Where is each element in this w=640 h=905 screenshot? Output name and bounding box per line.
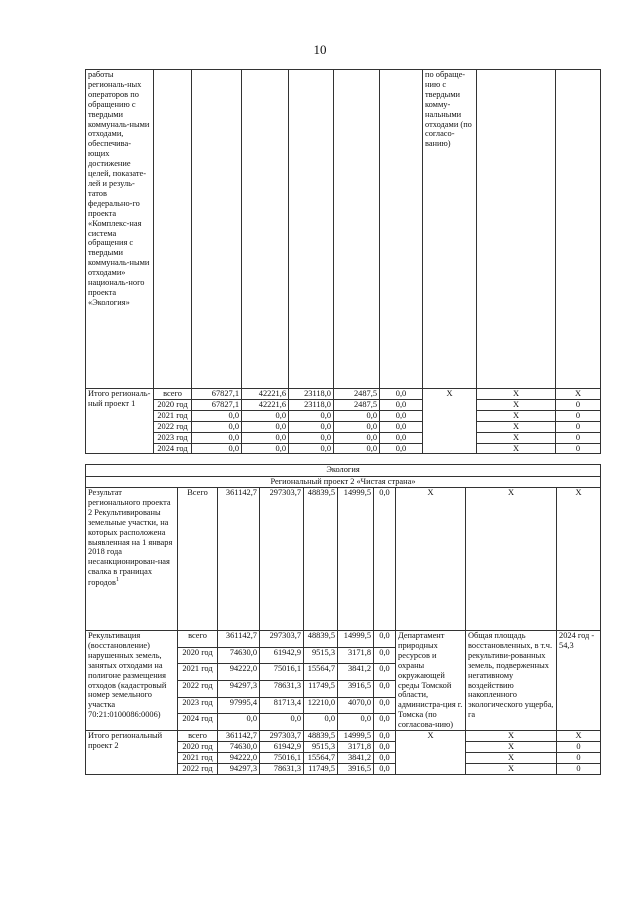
- table-row: Итого региональный проект 2 всего 361142,7 297303,7 48839,5 14999,5 0,0 X X X: [86, 731, 601, 742]
- table-top: [85, 69, 601, 454]
- year-cell: 2024 год: [154, 443, 192, 454]
- footnote-mark: 1: [115, 577, 119, 584]
- year-cell: 2021 год: [178, 752, 218, 763]
- recult-value: 2024 год - 54,3: [557, 631, 601, 731]
- total-rp2-label: Итого региональный проект 2: [86, 731, 178, 775]
- year-cell: 2021 год: [178, 664, 218, 681]
- year-cell: 2022 год: [154, 421, 192, 432]
- year-cell: 2022 год: [178, 681, 218, 698]
- table-row: 2023 год 97995,4 81713,4 12210,0 4070,0 0,0: [86, 697, 601, 714]
- page-number: 10: [313, 42, 327, 57]
- recult-indicator: Общая площадь восстановленных, в т.ч. рекультиви-рованных земель, подверженных негативному воздействию накопленного экологического ущерба, га: [466, 631, 557, 731]
- table-row: 2020 год 74630,0 61942,9 9515,3 3171,8 0,0 X 0: [86, 741, 601, 752]
- table-row: 2022 год 94297,3 78631,3 11749,5 3916,5 0,0 X 0: [86, 763, 601, 774]
- year-cell: 2022 год: [178, 763, 218, 774]
- table-row: 2021 год 94222,0 75016,1 15564,7 3841,2 0,0 X 0: [86, 752, 601, 763]
- table-row: Итого региональ-ный проект 1 всего 67827,1 42221,6 23118,0 2487,5 0,0 X X X: [86, 389, 601, 400]
- table-bottom: Экология Региональный проект 2 «Чистая страна» Результат регионального проекта 2 Рекультивированы земельные участки, на которых расположена выявленная на 1 января 2018 года несанкционирован-ная свалка в границах городов$^1$ Всего 361142,7 297303,7 48839,5 14999,5 0,0 X X X Рекультивация (восстановление) нарушенных земель, занятых отходами на полигоне размещения отходов (кадастровый номер земельного участка 70:21:0100086:0006) всего 361142,7 297303,7 48839,5 14999,5 0,0 Департамент природных ресурсов и охраны окружающей среды Томской области, администра-ция г. Томска (по согласова-нию) Общая площадь восстановленных, в т.ч. рекультиви-рованных земель, подверженных негативному воздействию накопленного экологического ущерба, га 2024 год - 54,3 2020 год 74630,0 61942,9 9515,3 3171,8 0,0 2021 год 94222,0 75016,1 15564,7 3841,2 0,0 2022 год 94297,3 78631,3 11749,5 3916,5 0,0 2023 год 97995,4 81713,4 12210,0 4070,0 0,0 2024 год 0,0 0,0 0,0 0,0 0,0 Итого региональный проект 2 всего 361142,7 297303,7 48839,5 14999,5 0,0 X X X 2020 год 74630,0 61942,9 9515,3 3171,8 0,0 X 0 2021 год 94222,0 75016,1 15564,7 3841,2 0,0 X 0 2022 год 94297,3 78631,3 11749,5 3916,5 0,0 X 0: [85, 464, 601, 775]
- year-cell: 2024 год: [178, 714, 218, 731]
- event-name-cell: работы региональ-ных операторов по обращению с твердыми коммуналь-ными отходами, обеспечива-ющих достижение целей, показате-лей и резуль-татов федерально-го проекта «Комплекс-ная система обращения с твердыми коммуналь-ными отходами» националь-ного проекта «Экология»: [86, 70, 154, 389]
- year-cell: всего: [178, 731, 218, 742]
- year-cell: 2020 год: [178, 741, 218, 752]
- year-cell: 2020 год: [154, 399, 192, 410]
- year-cell: 2023 год: [154, 432, 192, 443]
- table-row: 2024 год 0,0 0,0 0,0 0,0 0,0 X 0: [86, 443, 601, 454]
- table-row: 2022 год 94297,3 78631,3 11749,5 3916,5 0,0: [86, 681, 601, 698]
- table-row: 2021 год 0,0 0,0 0,0 0,0 0,0 X 0: [86, 410, 601, 421]
- year-cell: всего: [154, 389, 192, 400]
- table-row: 2020 год 74630,0 61942,9 9515,3 3171,8 0,0: [86, 647, 601, 664]
- table-row: Рекультивация (восстановление) нарушенных земель, занятых отходами на полигоне размещения отходов (кадастровый номер земельного участка 70:21:0100086:0006) всего 361142,7 297303,7 48839,5 14999,5 0,0 Департамент природных ресурсов и охраны окружающей среды Томской области, администра-ция г. Томска (по согласова-нию) Общая площадь восстановленных, в т.ч. рекультиви-рованных земель, подверженных негативному воздействию накопленного экологического ущерба, га 2024 год - 54,3: [86, 631, 601, 648]
- year-cell: 2021 год: [154, 410, 192, 421]
- table-row: 2022 год 0,0 0,0 0,0 0,0 0,0 X 0: [86, 421, 601, 432]
- project-title: Региональный проект 2 «Чистая страна»: [86, 476, 601, 488]
- result-label-cell: [86, 488, 178, 631]
- executor-cell: по обраще-нию с твердыми комму-нальными отходами (по согласо-ванию): [423, 70, 477, 389]
- year-cell: 2020 год: [178, 647, 218, 664]
- recult-label: Рекультивация (восстановление) нарушенных земель, занятых отходами на полигоне размещения отходов (кадастровый номер земельного участка 70:21:0100086:0006): [86, 631, 178, 731]
- table-row: 2024 год 0,0 0,0 0,0 0,0 0,0: [86, 714, 601, 731]
- total-rp1-label: Итого региональ-ный проект 1: [86, 389, 154, 454]
- recult-executor: Департамент природных ресурсов и охраны окружающей среды Томской области, администра-ция г. Томска (по согласова-нию): [396, 631, 466, 731]
- table-row: 2023 год 0,0 0,0 0,0 0,0 0,0 X 0: [86, 432, 601, 443]
- year-cell: 2023 год: [178, 697, 218, 714]
- table-row: 2020 год 67827,1 42221,6 23118,0 2487,5 0,0 X 0: [86, 399, 601, 410]
- section-title: Экология: [86, 465, 601, 477]
- result-label: Результат регионального проекта 2 Рекультивированы земельные участки, на которых расположена выявленная на 1 января 2018 года несанкционирован-ная свалка в границах городов: [88, 488, 173, 587]
- table-row: 2021 год 94222,0 75016,1 15564,7 3841,2 0,0: [86, 664, 601, 681]
- year-cell: всего: [178, 631, 218, 648]
